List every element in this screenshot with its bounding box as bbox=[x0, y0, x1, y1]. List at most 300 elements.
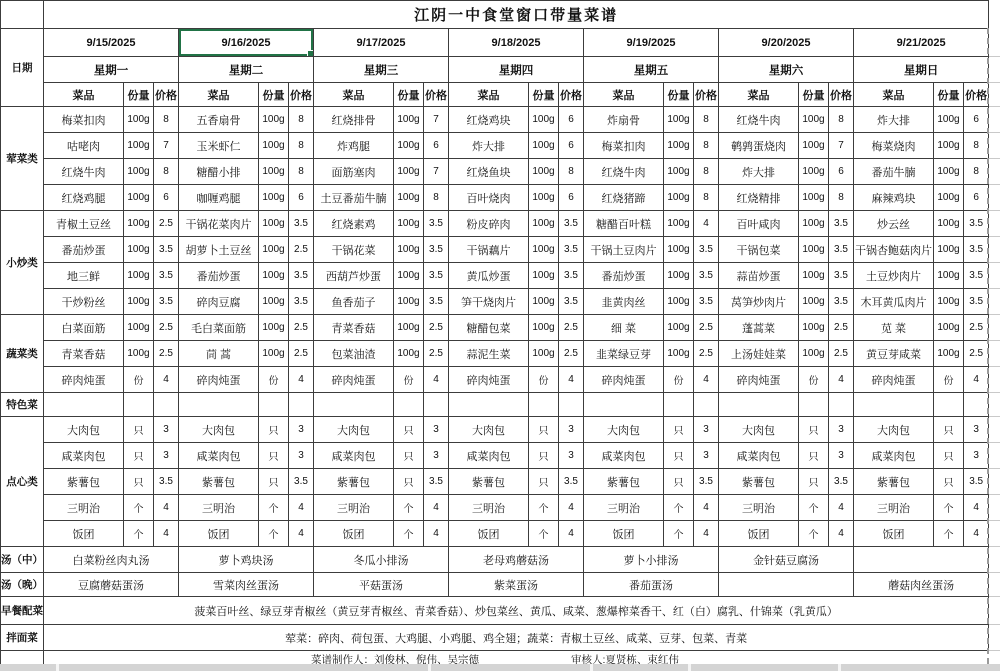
price-cell[interactable]: 6 bbox=[289, 185, 314, 211]
price-cell[interactable]: 3.5 bbox=[424, 469, 449, 495]
dish-cell[interactable]: 咸菜肉包 bbox=[854, 443, 934, 469]
selected-cell[interactable]: 9/16/2025 bbox=[179, 29, 314, 57]
dish-cell[interactable]: 麻辣鸡块 bbox=[854, 185, 934, 211]
weekday-cell[interactable]: 星期五 bbox=[584, 57, 719, 83]
dish-cell[interactable] bbox=[179, 393, 259, 417]
column-header-cell[interactable]: 菜品 bbox=[44, 83, 124, 107]
qty-cell[interactable]: 只 bbox=[394, 417, 424, 443]
dish-cell[interactable]: 紫薯包 bbox=[44, 469, 124, 495]
dish-cell[interactable]: 炸大排 bbox=[449, 133, 529, 159]
qty-cell[interactable]: 100g bbox=[529, 159, 559, 185]
dish-cell[interactable]: 饭团 bbox=[584, 521, 664, 547]
qty-cell[interactable]: 100g bbox=[259, 263, 289, 289]
qty-cell[interactable]: 100g bbox=[394, 263, 424, 289]
price-cell[interactable]: 2.5 bbox=[424, 315, 449, 341]
dish-cell[interactable]: 咸菜肉包 bbox=[179, 443, 259, 469]
dish-cell[interactable]: 炸鸡腿 bbox=[314, 133, 394, 159]
price-cell[interactable]: 7 bbox=[829, 133, 854, 159]
price-cell[interactable]: 4 bbox=[559, 521, 584, 547]
soup-cell[interactable]: 冬瓜小排汤 bbox=[314, 547, 449, 573]
dish-cell[interactable]: 干锅花菜 bbox=[314, 237, 394, 263]
price-cell[interactable] bbox=[559, 393, 584, 417]
qty-cell[interactable]: 只 bbox=[529, 469, 559, 495]
soup-cell[interactable]: 紫菜蛋汤 bbox=[449, 573, 584, 597]
section-label[interactable]: 点心类 bbox=[1, 417, 44, 547]
qty-cell[interactable]: 100g bbox=[799, 107, 829, 133]
price-cell[interactable]: 3 bbox=[559, 443, 584, 469]
price-cell[interactable]: 3.5 bbox=[829, 469, 854, 495]
price-cell[interactable]: 3.5 bbox=[424, 237, 449, 263]
price-cell[interactable]: 4 bbox=[154, 521, 179, 547]
price-cell[interactable]: 3 bbox=[289, 443, 314, 469]
price-cell[interactable]: 3 bbox=[694, 417, 719, 443]
qty-cell[interactable]: 100g bbox=[259, 211, 289, 237]
price-cell[interactable]: 3 bbox=[829, 443, 854, 469]
dish-cell[interactable]: 三明治 bbox=[314, 495, 394, 521]
column-header-cell[interactable]: 份量 bbox=[259, 83, 289, 107]
dish-cell[interactable]: 茼 蒿 bbox=[179, 341, 259, 367]
dish-cell[interactable]: 地三鲜 bbox=[44, 263, 124, 289]
qty-cell[interactable]: 只 bbox=[934, 417, 964, 443]
price-cell[interactable]: 3 bbox=[154, 443, 179, 469]
dish-cell[interactable]: 碎肉炖蛋 bbox=[314, 367, 394, 393]
dish-cell[interactable]: 干锅包菜 bbox=[719, 237, 799, 263]
dish-cell[interactable]: 梅菜扣肉 bbox=[584, 133, 664, 159]
price-cell[interactable]: 4 bbox=[559, 495, 584, 521]
dish-cell[interactable]: 红烧鸡腿 bbox=[44, 185, 124, 211]
dish-cell[interactable]: 咸菜肉包 bbox=[449, 443, 529, 469]
qty-cell[interactable]: 份 bbox=[124, 367, 154, 393]
dish-cell[interactable]: 红烧猪蹄 bbox=[584, 185, 664, 211]
column-header-cell[interactable]: 价格 bbox=[694, 83, 719, 107]
dish-cell[interactable] bbox=[44, 393, 124, 417]
price-cell[interactable]: 6 bbox=[559, 133, 584, 159]
dish-cell[interactable]: 红烧牛肉 bbox=[44, 159, 124, 185]
qty-cell[interactable]: 只 bbox=[529, 417, 559, 443]
qty-cell[interactable]: 100g bbox=[799, 237, 829, 263]
qty-cell[interactable]: 100g bbox=[259, 315, 289, 341]
price-cell[interactable]: 4 bbox=[694, 495, 719, 521]
date-row-label[interactable]: 日期 bbox=[1, 29, 44, 107]
dish-cell[interactable]: 土豆炒肉片 bbox=[854, 263, 934, 289]
qty-cell[interactable]: 个 bbox=[934, 521, 964, 547]
price-cell[interactable] bbox=[289, 393, 314, 417]
qty-cell[interactable]: 个 bbox=[394, 521, 424, 547]
dish-cell[interactable]: 鹌鹑蛋烧肉 bbox=[719, 133, 799, 159]
soup-row-label[interactable]: 汤（晚） bbox=[1, 573, 44, 597]
price-cell[interactable]: 8 bbox=[829, 185, 854, 211]
soup-cell[interactable]: 豆腐蘑菇蛋汤 bbox=[44, 573, 179, 597]
full-row-text[interactable]: 菠菜百叶丝、绿豆芽青椒丝（黄豆芽青椒丝、青菜香菇）、炒包菜丝、黄瓜、咸菜、葱爆榨菜香干、红（白）腐乳、什锦菜（乳黄瓜） bbox=[44, 597, 989, 625]
qty-cell[interactable] bbox=[124, 393, 154, 417]
price-cell[interactable]: 4 bbox=[289, 367, 314, 393]
qty-cell[interactable]: 100g bbox=[799, 159, 829, 185]
dish-cell[interactable]: 白菜面筋 bbox=[44, 315, 124, 341]
dish-cell[interactable]: 蓬蒿菜 bbox=[719, 315, 799, 341]
dish-cell[interactable] bbox=[449, 393, 529, 417]
qty-cell[interactable]: 100g bbox=[124, 133, 154, 159]
price-cell[interactable]: 8 bbox=[424, 185, 449, 211]
full-row-text[interactable]: 荤菜：碎肉、荷包蛋、大鸡腿、小鸡腿、鸡全翅；蔬菜：青椒土豆丝、咸菜、豆芽、包菜、青菜 bbox=[44, 625, 989, 651]
qty-cell[interactable]: 只 bbox=[259, 469, 289, 495]
qty-cell[interactable]: 100g bbox=[529, 341, 559, 367]
qty-cell[interactable] bbox=[259, 393, 289, 417]
dish-cell[interactable]: 面筋塞肉 bbox=[314, 159, 394, 185]
dish-cell[interactable]: 咸菜肉包 bbox=[584, 443, 664, 469]
date-cell[interactable]: 9/19/2025 bbox=[584, 29, 719, 57]
price-cell[interactable]: 3.5 bbox=[289, 289, 314, 315]
qty-cell[interactable]: 100g bbox=[124, 159, 154, 185]
price-cell[interactable]: 4 bbox=[964, 521, 989, 547]
price-cell[interactable]: 2.5 bbox=[829, 341, 854, 367]
qty-cell[interactable]: 只 bbox=[664, 469, 694, 495]
qty-cell[interactable]: 100g bbox=[664, 289, 694, 315]
qty-cell[interactable]: 100g bbox=[664, 237, 694, 263]
price-cell[interactable] bbox=[964, 393, 989, 417]
soup-cell[interactable] bbox=[719, 573, 854, 597]
column-header-cell[interactable]: 菜品 bbox=[719, 83, 799, 107]
dish-cell[interactable]: 苋 菜 bbox=[854, 315, 934, 341]
price-cell[interactable]: 4 bbox=[559, 367, 584, 393]
price-cell[interactable]: 3 bbox=[964, 443, 989, 469]
qty-cell[interactable] bbox=[664, 393, 694, 417]
dish-cell[interactable] bbox=[314, 393, 394, 417]
dish-cell[interactable]: 碎肉豆腐 bbox=[179, 289, 259, 315]
qty-cell[interactable]: 份 bbox=[259, 367, 289, 393]
qty-cell[interactable]: 100g bbox=[394, 185, 424, 211]
soup-cell[interactable]: 蘑菇肉丝蛋汤 bbox=[854, 573, 989, 597]
dish-cell[interactable]: 三明治 bbox=[854, 495, 934, 521]
dish-cell[interactable]: 碎肉炖蛋 bbox=[584, 367, 664, 393]
qty-cell[interactable]: 只 bbox=[394, 443, 424, 469]
dish-cell[interactable]: 碎肉炖蛋 bbox=[44, 367, 124, 393]
dish-cell[interactable]: 三明治 bbox=[44, 495, 124, 521]
price-cell[interactable]: 2.5 bbox=[289, 315, 314, 341]
qty-cell[interactable]: 100g bbox=[934, 341, 964, 367]
dish-cell[interactable]: 大肉包 bbox=[854, 417, 934, 443]
price-cell[interactable]: 2.5 bbox=[829, 315, 854, 341]
price-cell[interactable]: 4 bbox=[154, 495, 179, 521]
dish-cell[interactable]: 糖醋百叶糕 bbox=[584, 211, 664, 237]
price-cell[interactable]: 7 bbox=[424, 159, 449, 185]
column-header-cell[interactable]: 价格 bbox=[829, 83, 854, 107]
dish-cell[interactable]: 莴笋炒肉片 bbox=[719, 289, 799, 315]
price-cell[interactable]: 2.5 bbox=[154, 341, 179, 367]
dish-cell[interactable]: 黄豆芽咸菜 bbox=[854, 341, 934, 367]
dish-cell[interactable]: 红烧精排 bbox=[719, 185, 799, 211]
qty-cell[interactable]: 100g bbox=[664, 263, 694, 289]
qty-cell[interactable]: 100g bbox=[259, 237, 289, 263]
dish-cell[interactable]: 百叶烧肉 bbox=[449, 185, 529, 211]
price-cell[interactable]: 8 bbox=[154, 107, 179, 133]
qty-cell[interactable]: 只 bbox=[664, 443, 694, 469]
dish-cell[interactable]: 碎肉炖蛋 bbox=[179, 367, 259, 393]
price-cell[interactable]: 3.5 bbox=[289, 263, 314, 289]
price-cell[interactable]: 3 bbox=[559, 417, 584, 443]
qty-cell[interactable]: 100g bbox=[124, 341, 154, 367]
qty-cell[interactable]: 100g bbox=[799, 133, 829, 159]
date-cell[interactable]: 9/18/2025 bbox=[449, 29, 584, 57]
dish-cell[interactable]: 干锅土豆肉片 bbox=[584, 237, 664, 263]
price-cell[interactable]: 3 bbox=[694, 443, 719, 469]
dish-cell[interactable]: 饭团 bbox=[44, 521, 124, 547]
qty-cell[interactable]: 只 bbox=[799, 469, 829, 495]
section-label[interactable]: 荤菜类 bbox=[1, 107, 44, 211]
price-cell[interactable]: 3.5 bbox=[559, 469, 584, 495]
dish-cell[interactable]: 青菜香菇 bbox=[44, 341, 124, 367]
price-cell[interactable]: 3.5 bbox=[289, 211, 314, 237]
dish-cell[interactable]: 韭黄肉丝 bbox=[584, 289, 664, 315]
dish-cell[interactable]: 梅菜烧肉 bbox=[854, 133, 934, 159]
price-cell[interactable]: 3 bbox=[154, 417, 179, 443]
price-cell[interactable] bbox=[829, 393, 854, 417]
price-cell[interactable]: 3.5 bbox=[694, 237, 719, 263]
price-cell[interactable]: 2.5 bbox=[559, 315, 584, 341]
price-cell[interactable]: 3.5 bbox=[694, 289, 719, 315]
price-cell[interactable]: 4 bbox=[289, 495, 314, 521]
weekday-cell[interactable]: 星期日 bbox=[854, 57, 989, 83]
price-cell[interactable]: 6 bbox=[964, 185, 989, 211]
qty-cell[interactable]: 100g bbox=[394, 315, 424, 341]
dish-cell[interactable] bbox=[854, 393, 934, 417]
qty-cell[interactable]: 100g bbox=[259, 185, 289, 211]
price-cell[interactable]: 3.5 bbox=[154, 263, 179, 289]
qty-cell[interactable]: 100g bbox=[934, 289, 964, 315]
price-cell[interactable]: 8 bbox=[154, 159, 179, 185]
price-cell[interactable]: 2.5 bbox=[964, 341, 989, 367]
dish-cell[interactable]: 番茄牛腩 bbox=[854, 159, 934, 185]
price-cell[interactable]: 6 bbox=[559, 107, 584, 133]
qty-cell[interactable]: 只 bbox=[664, 417, 694, 443]
dish-cell[interactable]: 三明治 bbox=[179, 495, 259, 521]
qty-cell[interactable]: 100g bbox=[799, 341, 829, 367]
price-cell[interactable]: 3 bbox=[964, 417, 989, 443]
qty-cell[interactable]: 100g bbox=[934, 133, 964, 159]
price-cell[interactable]: 3 bbox=[289, 417, 314, 443]
price-cell[interactable]: 6 bbox=[154, 185, 179, 211]
qty-cell[interactable]: 份 bbox=[664, 367, 694, 393]
qty-cell[interactable]: 只 bbox=[394, 469, 424, 495]
price-cell[interactable]: 8 bbox=[289, 133, 314, 159]
soup-cell[interactable]: 萝卜小排汤 bbox=[584, 547, 719, 573]
dish-cell[interactable]: 包菜油渣 bbox=[314, 341, 394, 367]
section-label[interactable]: 特色菜 bbox=[1, 393, 44, 417]
qty-cell[interactable]: 100g bbox=[934, 315, 964, 341]
price-cell[interactable]: 6 bbox=[829, 159, 854, 185]
price-cell[interactable]: 2.5 bbox=[424, 341, 449, 367]
qty-cell[interactable]: 个 bbox=[799, 521, 829, 547]
price-cell[interactable]: 3.5 bbox=[694, 469, 719, 495]
dish-cell[interactable]: 干锅杏鲍菇肉片 bbox=[854, 237, 934, 263]
dish-cell[interactable]: 糖醋小排 bbox=[179, 159, 259, 185]
dish-cell[interactable]: 炸大排 bbox=[854, 107, 934, 133]
price-cell[interactable]: 8 bbox=[694, 107, 719, 133]
price-cell[interactable]: 3.5 bbox=[829, 237, 854, 263]
price-cell[interactable]: 8 bbox=[694, 185, 719, 211]
dish-cell[interactable] bbox=[719, 393, 799, 417]
page-title[interactable]: 江阴一中食堂窗口带量菜谱 bbox=[44, 1, 989, 29]
qty-cell[interactable]: 100g bbox=[664, 211, 694, 237]
column-header-cell[interactable]: 价格 bbox=[559, 83, 584, 107]
price-cell[interactable]: 7 bbox=[154, 133, 179, 159]
price-cell[interactable]: 3.5 bbox=[154, 469, 179, 495]
dish-cell[interactable]: 蒜泥生菜 bbox=[449, 341, 529, 367]
soup-cell[interactable]: 金针菇豆腐汤 bbox=[719, 547, 854, 573]
dish-cell[interactable]: 糖醋包菜 bbox=[449, 315, 529, 341]
qty-cell[interactable]: 100g bbox=[259, 289, 289, 315]
qty-cell[interactable]: 100g bbox=[664, 185, 694, 211]
dish-cell[interactable]: 西葫芦炒蛋 bbox=[314, 263, 394, 289]
qty-cell[interactable]: 100g bbox=[394, 341, 424, 367]
dish-cell[interactable]: 鱼香茄子 bbox=[314, 289, 394, 315]
qty-cell[interactable]: 个 bbox=[664, 495, 694, 521]
dish-cell[interactable]: 红烧素鸡 bbox=[314, 211, 394, 237]
price-cell[interactable]: 3.5 bbox=[694, 263, 719, 289]
price-cell[interactable]: 4 bbox=[694, 211, 719, 237]
qty-cell[interactable]: 份 bbox=[529, 367, 559, 393]
price-cell[interactable]: 3.5 bbox=[154, 289, 179, 315]
price-cell[interactable]: 3 bbox=[829, 417, 854, 443]
dish-cell[interactable]: 碎肉炖蛋 bbox=[719, 367, 799, 393]
qty-cell[interactable]: 100g bbox=[124, 315, 154, 341]
qty-cell[interactable]: 100g bbox=[934, 107, 964, 133]
price-cell[interactable]: 3.5 bbox=[829, 211, 854, 237]
qty-cell[interactable]: 100g bbox=[259, 133, 289, 159]
soup-cell[interactable]: 白菜粉丝肉丸汤 bbox=[44, 547, 179, 573]
qty-cell[interactable]: 个 bbox=[394, 495, 424, 521]
qty-cell[interactable]: 个 bbox=[664, 521, 694, 547]
qty-cell[interactable]: 个 bbox=[259, 521, 289, 547]
column-header-cell[interactable]: 价格 bbox=[289, 83, 314, 107]
price-cell[interactable]: 3.5 bbox=[559, 263, 584, 289]
dish-cell[interactable]: 碎肉炖蛋 bbox=[854, 367, 934, 393]
qty-cell[interactable]: 只 bbox=[259, 417, 289, 443]
dish-cell[interactable]: 紫薯包 bbox=[719, 469, 799, 495]
qty-cell[interactable]: 只 bbox=[934, 469, 964, 495]
price-cell[interactable]: 2.5 bbox=[964, 315, 989, 341]
dish-cell[interactable]: 番茄炒蛋 bbox=[179, 263, 259, 289]
qty-cell[interactable]: 100g bbox=[124, 263, 154, 289]
qty-cell[interactable]: 100g bbox=[529, 133, 559, 159]
column-header-cell[interactable]: 菜品 bbox=[179, 83, 259, 107]
qty-cell[interactable]: 个 bbox=[529, 495, 559, 521]
soup-cell[interactable] bbox=[854, 547, 989, 573]
column-header-cell[interactable]: 菜品 bbox=[449, 83, 529, 107]
dish-cell[interactable]: 大肉包 bbox=[449, 417, 529, 443]
dish-cell[interactable]: 胡萝卜土豆丝 bbox=[179, 237, 259, 263]
full-row-label[interactable]: 早餐配菜 bbox=[1, 597, 44, 625]
column-header-cell[interactable]: 份量 bbox=[799, 83, 829, 107]
column-header-cell[interactable]: 菜品 bbox=[584, 83, 664, 107]
qty-cell[interactable]: 只 bbox=[799, 443, 829, 469]
price-cell[interactable]: 2.5 bbox=[559, 341, 584, 367]
price-cell[interactable]: 3.5 bbox=[424, 211, 449, 237]
price-cell[interactable]: 8 bbox=[289, 159, 314, 185]
qty-cell[interactable]: 100g bbox=[259, 159, 289, 185]
qty-cell[interactable]: 100g bbox=[394, 289, 424, 315]
price-cell[interactable]: 6 bbox=[424, 133, 449, 159]
price-cell[interactable]: 3 bbox=[424, 417, 449, 443]
dish-cell[interactable]: 饭团 bbox=[719, 521, 799, 547]
dish-cell[interactable]: 饭团 bbox=[449, 521, 529, 547]
dish-cell[interactable]: 五香扇骨 bbox=[179, 107, 259, 133]
qty-cell[interactable]: 100g bbox=[934, 211, 964, 237]
dish-cell[interactable]: 毛白菜面筋 bbox=[179, 315, 259, 341]
dish-cell[interactable]: 咸菜肉包 bbox=[314, 443, 394, 469]
column-header-cell[interactable]: 价格 bbox=[154, 83, 179, 107]
qty-cell[interactable]: 份 bbox=[394, 367, 424, 393]
price-cell[interactable]: 3.5 bbox=[424, 263, 449, 289]
qty-cell[interactable]: 100g bbox=[259, 341, 289, 367]
qty-cell[interactable]: 个 bbox=[934, 495, 964, 521]
qty-cell[interactable]: 100g bbox=[259, 107, 289, 133]
column-header-cell[interactable]: 份量 bbox=[664, 83, 694, 107]
price-cell[interactable]: 3.5 bbox=[964, 289, 989, 315]
price-cell[interactable]: 3.5 bbox=[424, 289, 449, 315]
dish-cell[interactable]: 紫薯包 bbox=[449, 469, 529, 495]
price-cell[interactable]: 8 bbox=[964, 159, 989, 185]
qty-cell[interactable]: 100g bbox=[394, 237, 424, 263]
price-cell[interactable]: 2.5 bbox=[154, 211, 179, 237]
qty-cell[interactable]: 只 bbox=[124, 417, 154, 443]
qty-cell[interactable]: 100g bbox=[394, 107, 424, 133]
qty-cell[interactable]: 100g bbox=[664, 107, 694, 133]
qty-cell[interactable]: 100g bbox=[664, 133, 694, 159]
dish-cell[interactable]: 大肉包 bbox=[44, 417, 124, 443]
qty-cell[interactable]: 100g bbox=[799, 185, 829, 211]
dish-cell[interactable]: 饭团 bbox=[179, 521, 259, 547]
dish-cell[interactable]: 梅菜扣肉 bbox=[44, 107, 124, 133]
price-cell[interactable]: 4 bbox=[424, 367, 449, 393]
dish-cell[interactable]: 大肉包 bbox=[314, 417, 394, 443]
price-cell[interactable]: 3.5 bbox=[964, 263, 989, 289]
price-cell[interactable]: 3.5 bbox=[559, 237, 584, 263]
dish-cell[interactable]: 三明治 bbox=[584, 495, 664, 521]
dish-cell[interactable]: 蒜苗炒蛋 bbox=[719, 263, 799, 289]
qty-cell[interactable]: 100g bbox=[799, 289, 829, 315]
price-cell[interactable]: 4 bbox=[829, 495, 854, 521]
dish-cell[interactable]: 百叶咸肉 bbox=[719, 211, 799, 237]
column-header-cell[interactable]: 份量 bbox=[934, 83, 964, 107]
price-cell[interactable]: 8 bbox=[694, 133, 719, 159]
weekday-cell[interactable]: 星期六 bbox=[719, 57, 854, 83]
soup-row-label[interactable]: 汤（中） bbox=[1, 547, 44, 573]
price-cell[interactable]: 8 bbox=[964, 133, 989, 159]
price-cell[interactable]: 3.5 bbox=[289, 469, 314, 495]
price-cell[interactable]: 4 bbox=[964, 495, 989, 521]
price-cell[interactable]: 4 bbox=[424, 495, 449, 521]
qty-cell[interactable]: 100g bbox=[934, 263, 964, 289]
qty-cell[interactable]: 个 bbox=[124, 521, 154, 547]
dish-cell[interactable]: 红烧排骨 bbox=[314, 107, 394, 133]
dish-cell[interactable]: 大肉包 bbox=[584, 417, 664, 443]
column-header-cell[interactable]: 价格 bbox=[424, 83, 449, 107]
price-cell[interactable]: 3.5 bbox=[964, 469, 989, 495]
dish-cell[interactable]: 上汤娃娃菜 bbox=[719, 341, 799, 367]
dish-cell[interactable]: 青椒土豆丝 bbox=[44, 211, 124, 237]
dish-cell[interactable]: 番茄炒蛋 bbox=[44, 237, 124, 263]
qty-cell[interactable]: 份 bbox=[799, 367, 829, 393]
qty-cell[interactable]: 100g bbox=[124, 211, 154, 237]
dish-cell[interactable]: 木耳黄瓜肉片 bbox=[854, 289, 934, 315]
date-cell[interactable]: 9/21/2025 bbox=[854, 29, 989, 57]
dish-cell[interactable]: 黄瓜炒蛋 bbox=[449, 263, 529, 289]
dish-cell[interactable]: 细 菜 bbox=[584, 315, 664, 341]
price-cell[interactable]: 7 bbox=[424, 107, 449, 133]
dish-cell[interactable]: 咸菜肉包 bbox=[44, 443, 124, 469]
price-cell[interactable]: 4 bbox=[964, 367, 989, 393]
dish-cell[interactable]: 咖喱鸡腿 bbox=[179, 185, 259, 211]
